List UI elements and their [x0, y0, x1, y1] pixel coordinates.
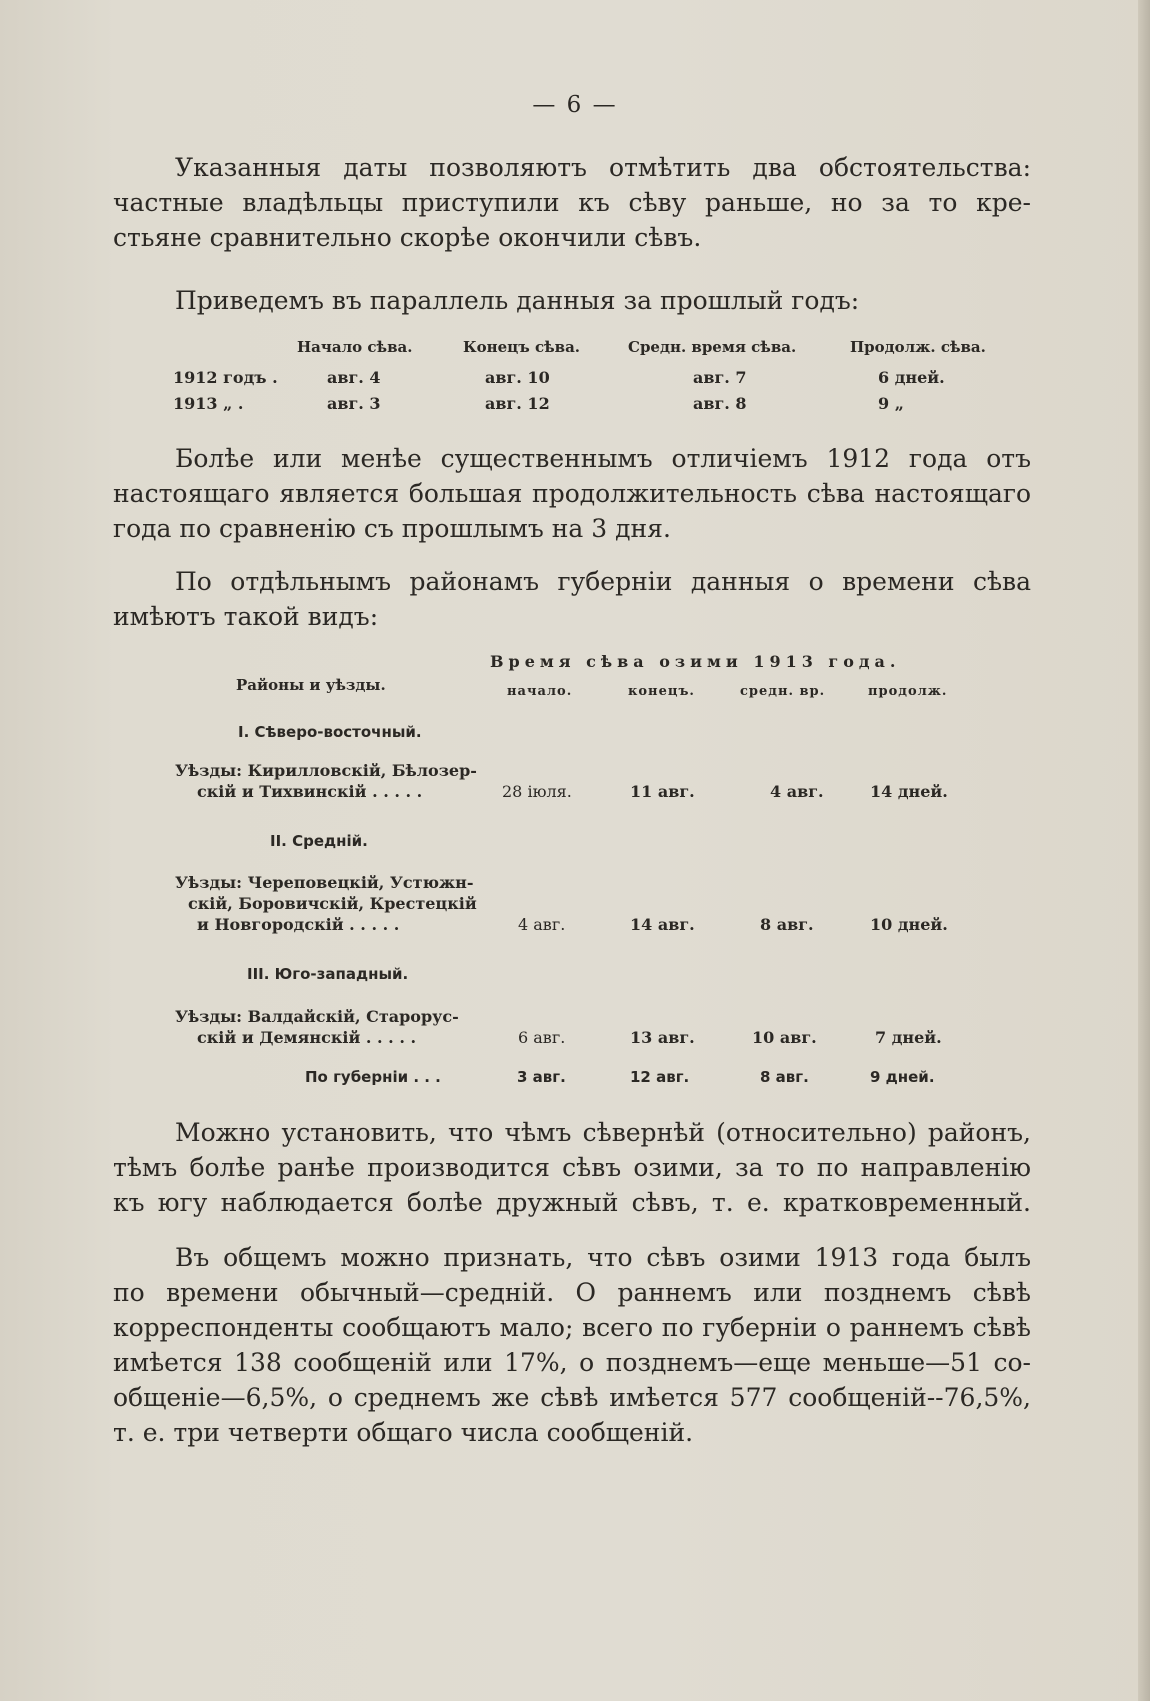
total-duration: 9 дней. [870, 1068, 935, 1086]
table2-header-duration: продолж. [868, 684, 948, 699]
paragraph-3 [113, 441, 1031, 546]
text-line: общеніе—6,5%, о среднемъ же сѣвѣ имѣется 577 сообщеній--76,5%, [113, 1383, 1031, 1412]
region-districts-line: скій и Демянскій . . . . . [197, 1028, 417, 1047]
text-line: стьяне сравнительно скорѣе окончили сѣвъ. [113, 223, 702, 252]
region-districts-line: Уѣзды: Череповецкій, Устюжн- [175, 873, 474, 892]
table2-header-end: конецъ. [628, 684, 695, 699]
table2-header-start: начало. [507, 684, 573, 699]
region-mid: 4 авг. [770, 782, 824, 801]
text-line: частные владѣльцы приступили къ сѣву раньше, но за то кре- [113, 188, 1031, 217]
region-districts-line: скій, Боровичскій, Крестецкій [188, 894, 477, 913]
region-districts-line: Уѣзды: Кирилловскій, Бѣлозер- [175, 761, 477, 780]
text-line: года по сравненію съ прошлымъ на 3 дня. [113, 514, 671, 543]
text-line: корреспонденты сообщаютъ мало; всего по губерніи о раннемъ сѣвѣ [113, 1313, 1031, 1342]
table1-header-mid: Средн. время сѣва. [628, 338, 797, 356]
table1-header-start: Начало сѣва. [297, 338, 413, 356]
page-spine-shadow [1138, 0, 1150, 1701]
region-mid: 8 авг. [760, 915, 814, 934]
text-line: имѣютъ такой видъ: [113, 602, 379, 631]
table1-row2-start: авг. 3 [327, 394, 381, 413]
region-end: 14 авг. [630, 915, 695, 934]
total-mid: 8 авг. [760, 1068, 809, 1086]
text-line: по времени обычный—средній. О раннемъ или позднемъ сѣвѣ [113, 1278, 1031, 1307]
table2-header-mid: средн. вр. [740, 684, 826, 699]
text-line: Приведемъ въ параллель данныя за прошлый годъ: [175, 286, 860, 315]
text-line: имѣется 138 сообщеній или 17%, о позднемъ—еще меньше—51 со- [113, 1348, 1031, 1377]
region-districts-line: и Новгородскій . . . . . [197, 915, 400, 934]
total-label: По губерніи . . . [305, 1068, 441, 1086]
region-end: 13 авг. [630, 1028, 695, 1047]
total-end: 12 авг. [630, 1068, 690, 1086]
table1-row1-label: 1912 годъ . [173, 368, 278, 387]
total-start: 3 авг. [517, 1068, 566, 1086]
table2-column-label: Районы и уѣзды. [236, 676, 386, 694]
table1-row2-duration: 9 „ [878, 394, 904, 413]
table1-row1-duration: 6 дней. [878, 368, 945, 387]
paragraph-2 [113, 283, 1031, 318]
region-districts-line: Уѣзды: Валдайскій, Старорус- [175, 1007, 459, 1026]
table1-row2-label: 1913 „ . [173, 394, 244, 413]
region-duration: 10 дней. [870, 915, 948, 934]
text-line: тѣмъ болѣе ранѣе производится сѣвъ озими, за то по направленію [113, 1153, 1031, 1182]
region-name: II. Средній. [270, 832, 368, 850]
region-start: 6 авг. [518, 1028, 566, 1047]
region-name: III. Юго-западный. [247, 965, 409, 983]
region-duration: 14 дней. [870, 782, 948, 801]
region-start: 28 іюля. [502, 782, 572, 801]
text-line: т. е. три четверти общаго числа сообщеній. [113, 1418, 694, 1447]
text-line: По отдѣльнымъ районамъ губерніи данныя о времени сѣва [175, 567, 1031, 596]
text-line: Можно установить, что чѣмъ сѣвернѣй (относительно) районъ, [175, 1118, 1031, 1147]
page-number: — 6 — [532, 92, 618, 118]
region-duration: 7 дней. [875, 1028, 942, 1047]
table1-row1-end: авг. 10 [485, 368, 550, 387]
region-name: I. Сѣверо-восточный. [238, 723, 422, 741]
paragraph-4 [113, 564, 1031, 634]
region-end: 11 авг. [630, 782, 695, 801]
table1-row1-start: авг. 4 [327, 368, 381, 387]
region-districts-line: скій и Тихвинскій . . . . . [197, 782, 423, 801]
table1-row2-mid: авг. 8 [693, 394, 747, 413]
paragraph-5 [113, 1115, 1031, 1220]
text-line: къ югу наблюдается болѣе дружный сѣвъ, т. е. кратковременный. [113, 1188, 1031, 1217]
paragraph-1 [113, 150, 1031, 255]
table1-row2-end: авг. 12 [485, 394, 550, 413]
text-line: настоящаго является большая продолжительность сѣва настоящаго [113, 479, 1031, 508]
region-start: 4 авг. [518, 915, 566, 934]
table2-group-header: Время сѣва озими 1913 года. [490, 652, 901, 671]
text-line: Болѣе или менѣе существеннымъ отличіемъ 1912 года отъ [175, 444, 1031, 473]
region-mid: 10 авг. [752, 1028, 817, 1047]
text-line: Въ общемъ можно признать, что сѣвъ озими 1913 года былъ [175, 1243, 1031, 1272]
text-line: Указанныя даты позволяютъ отмѣтить два обстоятельства: [175, 153, 1031, 182]
table1-header-end: Конецъ сѣва. [463, 338, 581, 356]
table1-header-duration: Продолж. сѣва. [850, 338, 986, 356]
table1-row1-mid: авг. 7 [693, 368, 747, 387]
paragraph-6 [113, 1240, 1031, 1450]
